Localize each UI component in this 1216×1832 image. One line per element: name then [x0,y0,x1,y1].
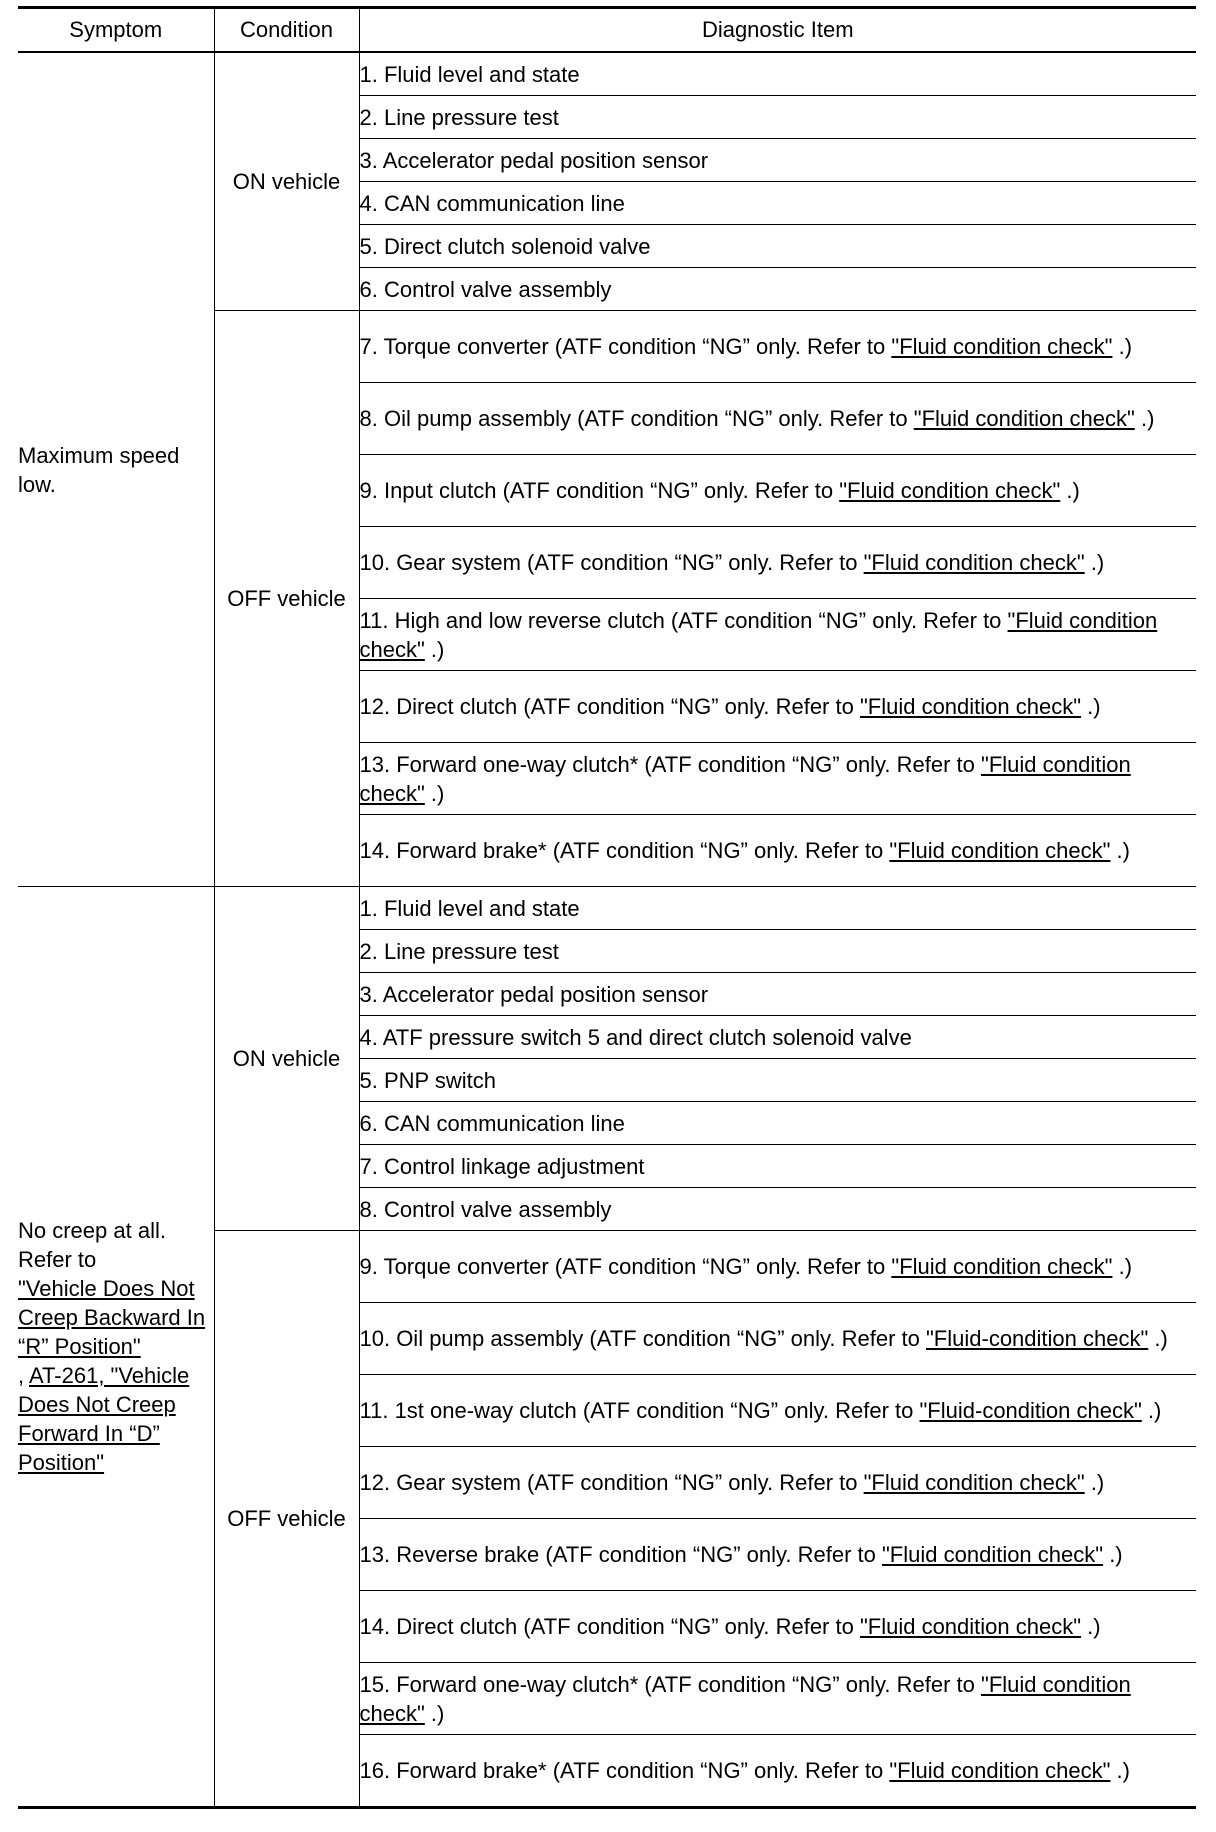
diagnostic-item-text: 8. Oil pump assembly (ATF condition “NG” only. Refer to [359,406,914,431]
diagnostic-item-cell [359,96,1196,139]
diagnostic-item-cell [359,930,1196,973]
diagnostic-item-text: 1. Fluid level and state [359,61,580,87]
diagnostic-item-text: 12. Gear system (ATF condition “NG” only. Refer to [359,1470,864,1495]
diagnostic-item-suffix: .) [1084,550,1105,575]
diagnostic-item-text: 11. 1st one-way clutch (ATF condition “NG” only. Refer to [359,1398,920,1423]
diagnostic-item-cell [359,743,1196,815]
condition-cell: ON vehicle [214,887,359,1231]
diagnostic-item-cell [359,1188,1196,1231]
header-condition: Condition [214,8,359,53]
diagnostic-item-suffix: .) [1084,1470,1105,1495]
diagnostic-item-cell [359,1059,1196,1102]
diagnostic-item-suffix: .) [424,636,445,662]
diagnostic-item-text: 7. Control linkage adjustment [359,1153,645,1179]
diagnostic-item-cell [359,1591,1196,1663]
diagnostic-item-text: 5. Direct clutch solenoid valve [359,233,651,259]
diagnostic-item-suffix: .) [424,780,445,806]
fluid-condition-check-link[interactable]: "Fluid condition check" [891,1254,1113,1279]
diagnostic-item-text: 1. Fluid level and state [359,895,580,921]
diagnostic-item-suffix: .) [1081,1614,1101,1639]
fluid-condition-check-link[interactable]: "Fluid-condition check" [919,1398,1142,1423]
diagnostic-item-text: 7. Torque converter (ATF condition “NG” only. Refer to [359,334,892,359]
header-diagnostic-item: Diagnostic Item [359,8,1196,53]
diagnostic-item-cell [359,1303,1196,1375]
symptom-cell [18,887,214,1808]
symptom-text: No creep at all. Refer to [18,1218,166,1272]
fluid-condition-check-link[interactable]: "Fluid condition check" [359,751,1131,806]
diagnostic-item-cell [359,1231,1196,1303]
fluid-condition-check-link[interactable]: "Fluid condition check" [863,1470,1085,1495]
diagnostic-item-text: 9. Input clutch (ATF condition “NG” only. Refer to [359,478,840,503]
table-row [18,887,1196,930]
diagnostic-item-cell [359,52,1196,96]
symptom-text: Maximum speed low. [18,442,180,497]
diagnostic-item-suffix: .) [1060,478,1080,503]
diagnostic-item-suffix: .) [424,1700,445,1726]
diagnostic-item-cell [359,1016,1196,1059]
diagnostic-item-text: 10. Gear system (ATF condition “NG” only. Refer to [359,550,864,575]
diagnostic-table [18,6,1196,1809]
diagnostic-item-suffix: .) [1112,334,1133,359]
fluid-condition-check-link[interactable]: "Fluid condition check" [891,334,1113,359]
diagnostic-item-text: 14. Forward brake* (ATF condition “NG” only. Refer to [359,838,890,863]
diagnostic-item-cell [359,268,1196,311]
diagnostic-item-cell [359,383,1196,455]
diagnostic-item-suffix: .) [1148,1326,1168,1351]
diagnostic-item-cell [359,1519,1196,1591]
diagnostic-item-cell [359,1145,1196,1188]
fluid-condition-check-link[interactable]: "Fluid condition check" [889,1758,1111,1783]
diagnostic-item-cell [359,887,1196,930]
diagnostic-table-page [18,6,1196,1818]
diagnostic-item-text: 16. Forward brake* (ATF condition “NG” only. Refer to [359,1758,890,1783]
diagnostic-item-suffix: .) [1141,1398,1162,1423]
diagnostic-item-cell [359,815,1196,887]
diagnostic-item-text: 6. Control valve assembly [359,276,612,302]
diagnostic-item-text: 9. Torque converter (ATF condition “NG” only. Refer to [359,1254,892,1279]
diagnostic-item-cell [359,973,1196,1016]
diagnostic-item-cell [359,225,1196,268]
diagnostic-item-cell [359,1102,1196,1145]
diagnostic-item-suffix: .) [1081,694,1101,719]
diagnostic-item-text: 12. Direct clutch (ATF condition “NG” only. Refer to [359,694,860,719]
diagnostic-item-cell [359,182,1196,225]
diagnostic-item-suffix: .) [1110,1758,1130,1783]
fluid-condition-check-link[interactable]: "Fluid condition check" [359,1671,1131,1726]
fluid-condition-check-link[interactable]: "Fluid condition check" [863,550,1085,575]
header-symptom: Symptom [18,8,214,53]
diagnostic-item-cell [359,1447,1196,1519]
diagnostic-item-suffix: .) [1112,1254,1133,1279]
fluid-condition-check-link[interactable]: "Fluid condition check" [889,838,1111,863]
symptom-link-separator: , [18,1363,30,1388]
diagnostic-item-cell [359,1663,1196,1735]
diagnostic-item-suffix: .) [1103,1542,1123,1567]
diagnostic-item-text: 3. Accelerator pedal position sensor [359,981,709,1007]
fluid-condition-check-link[interactable]: "Fluid condition check" [839,478,1061,503]
diagnostic-item-cell [359,311,1196,383]
diagnostic-item-suffix: .) [1110,838,1130,863]
diagnostic-item-text: 2. Line pressure test [359,104,559,130]
table-body [18,52,1196,1808]
fluid-condition-check-link[interactable]: "Fluid condition check" [859,694,1082,719]
diagnostic-item-cell [359,671,1196,743]
diagnostic-item-cell [359,527,1196,599]
diagnostic-item-cell [359,1735,1196,1808]
fluid-condition-check-link[interactable]: "Fluid condition check" [859,1614,1082,1639]
diagnostic-item-cell [359,455,1196,527]
fluid-condition-check-link[interactable]: "Fluid condition check" [882,1542,1104,1567]
symptom-link-forward[interactable]: AT-261, "Vehicle Does Not Creep Forward In “D” Position" [18,1363,190,1475]
table-row [18,52,1196,96]
diagnostic-item-text: 14. Direct clutch (ATF condition “NG” only. Refer to [359,1614,860,1639]
fluid-condition-check-link[interactable]: "Fluid condition check" [359,607,1158,662]
diagnostic-item-suffix: .) [1134,406,1155,431]
diagnostic-item-text: 13. Forward one-way clutch* (ATF condition “NG” only. Refer to [359,751,982,777]
diagnostic-item-text: 4. ATF pressure switch 5 and direct clutch solenoid valve [359,1024,912,1050]
condition-cell: OFF vehicle [214,1231,359,1808]
condition-cell: OFF vehicle [214,311,359,887]
diagnostic-item-cell [359,1375,1196,1447]
diagnostic-item-text: 6. CAN communication line [359,1110,625,1136]
symptom-cell [18,52,214,887]
diagnostic-item-text: 4. CAN communication line [359,190,625,216]
diagnostic-item-cell [359,599,1196,671]
diagnostic-item-cell [359,139,1196,182]
diagnostic-item-text: 10. Oil pump assembly (ATF condition “NG” only. Refer to [359,1326,926,1351]
diagnostic-item-text: 11. High and low reverse clutch (ATF condition “NG” only. Refer to [359,607,1008,633]
diagnostic-item-text: 8. Control valve assembly [359,1196,612,1222]
diagnostic-item-text: 5. PNP switch [359,1067,497,1093]
diagnostic-item-text: 13. Reverse brake (ATF condition “NG” only. Refer to [359,1542,882,1567]
diagnostic-item-text: 2. Line pressure test [359,938,559,964]
fluid-condition-check-link[interactable]: "Fluid-condition check" [926,1326,1149,1351]
diagnostic-item-text: 3. Accelerator pedal position sensor [359,147,709,173]
symptom-link-reverse[interactable]: "Vehicle Does Not Creep Backward In “R” Position" [18,1276,206,1359]
fluid-condition-check-link[interactable]: "Fluid condition check" [913,406,1135,431]
diagnostic-item-text: 15. Forward one-way clutch* (ATF condition “NG” only. Refer to [359,1671,982,1697]
header-row [18,8,1196,53]
condition-cell: ON vehicle [214,52,359,311]
